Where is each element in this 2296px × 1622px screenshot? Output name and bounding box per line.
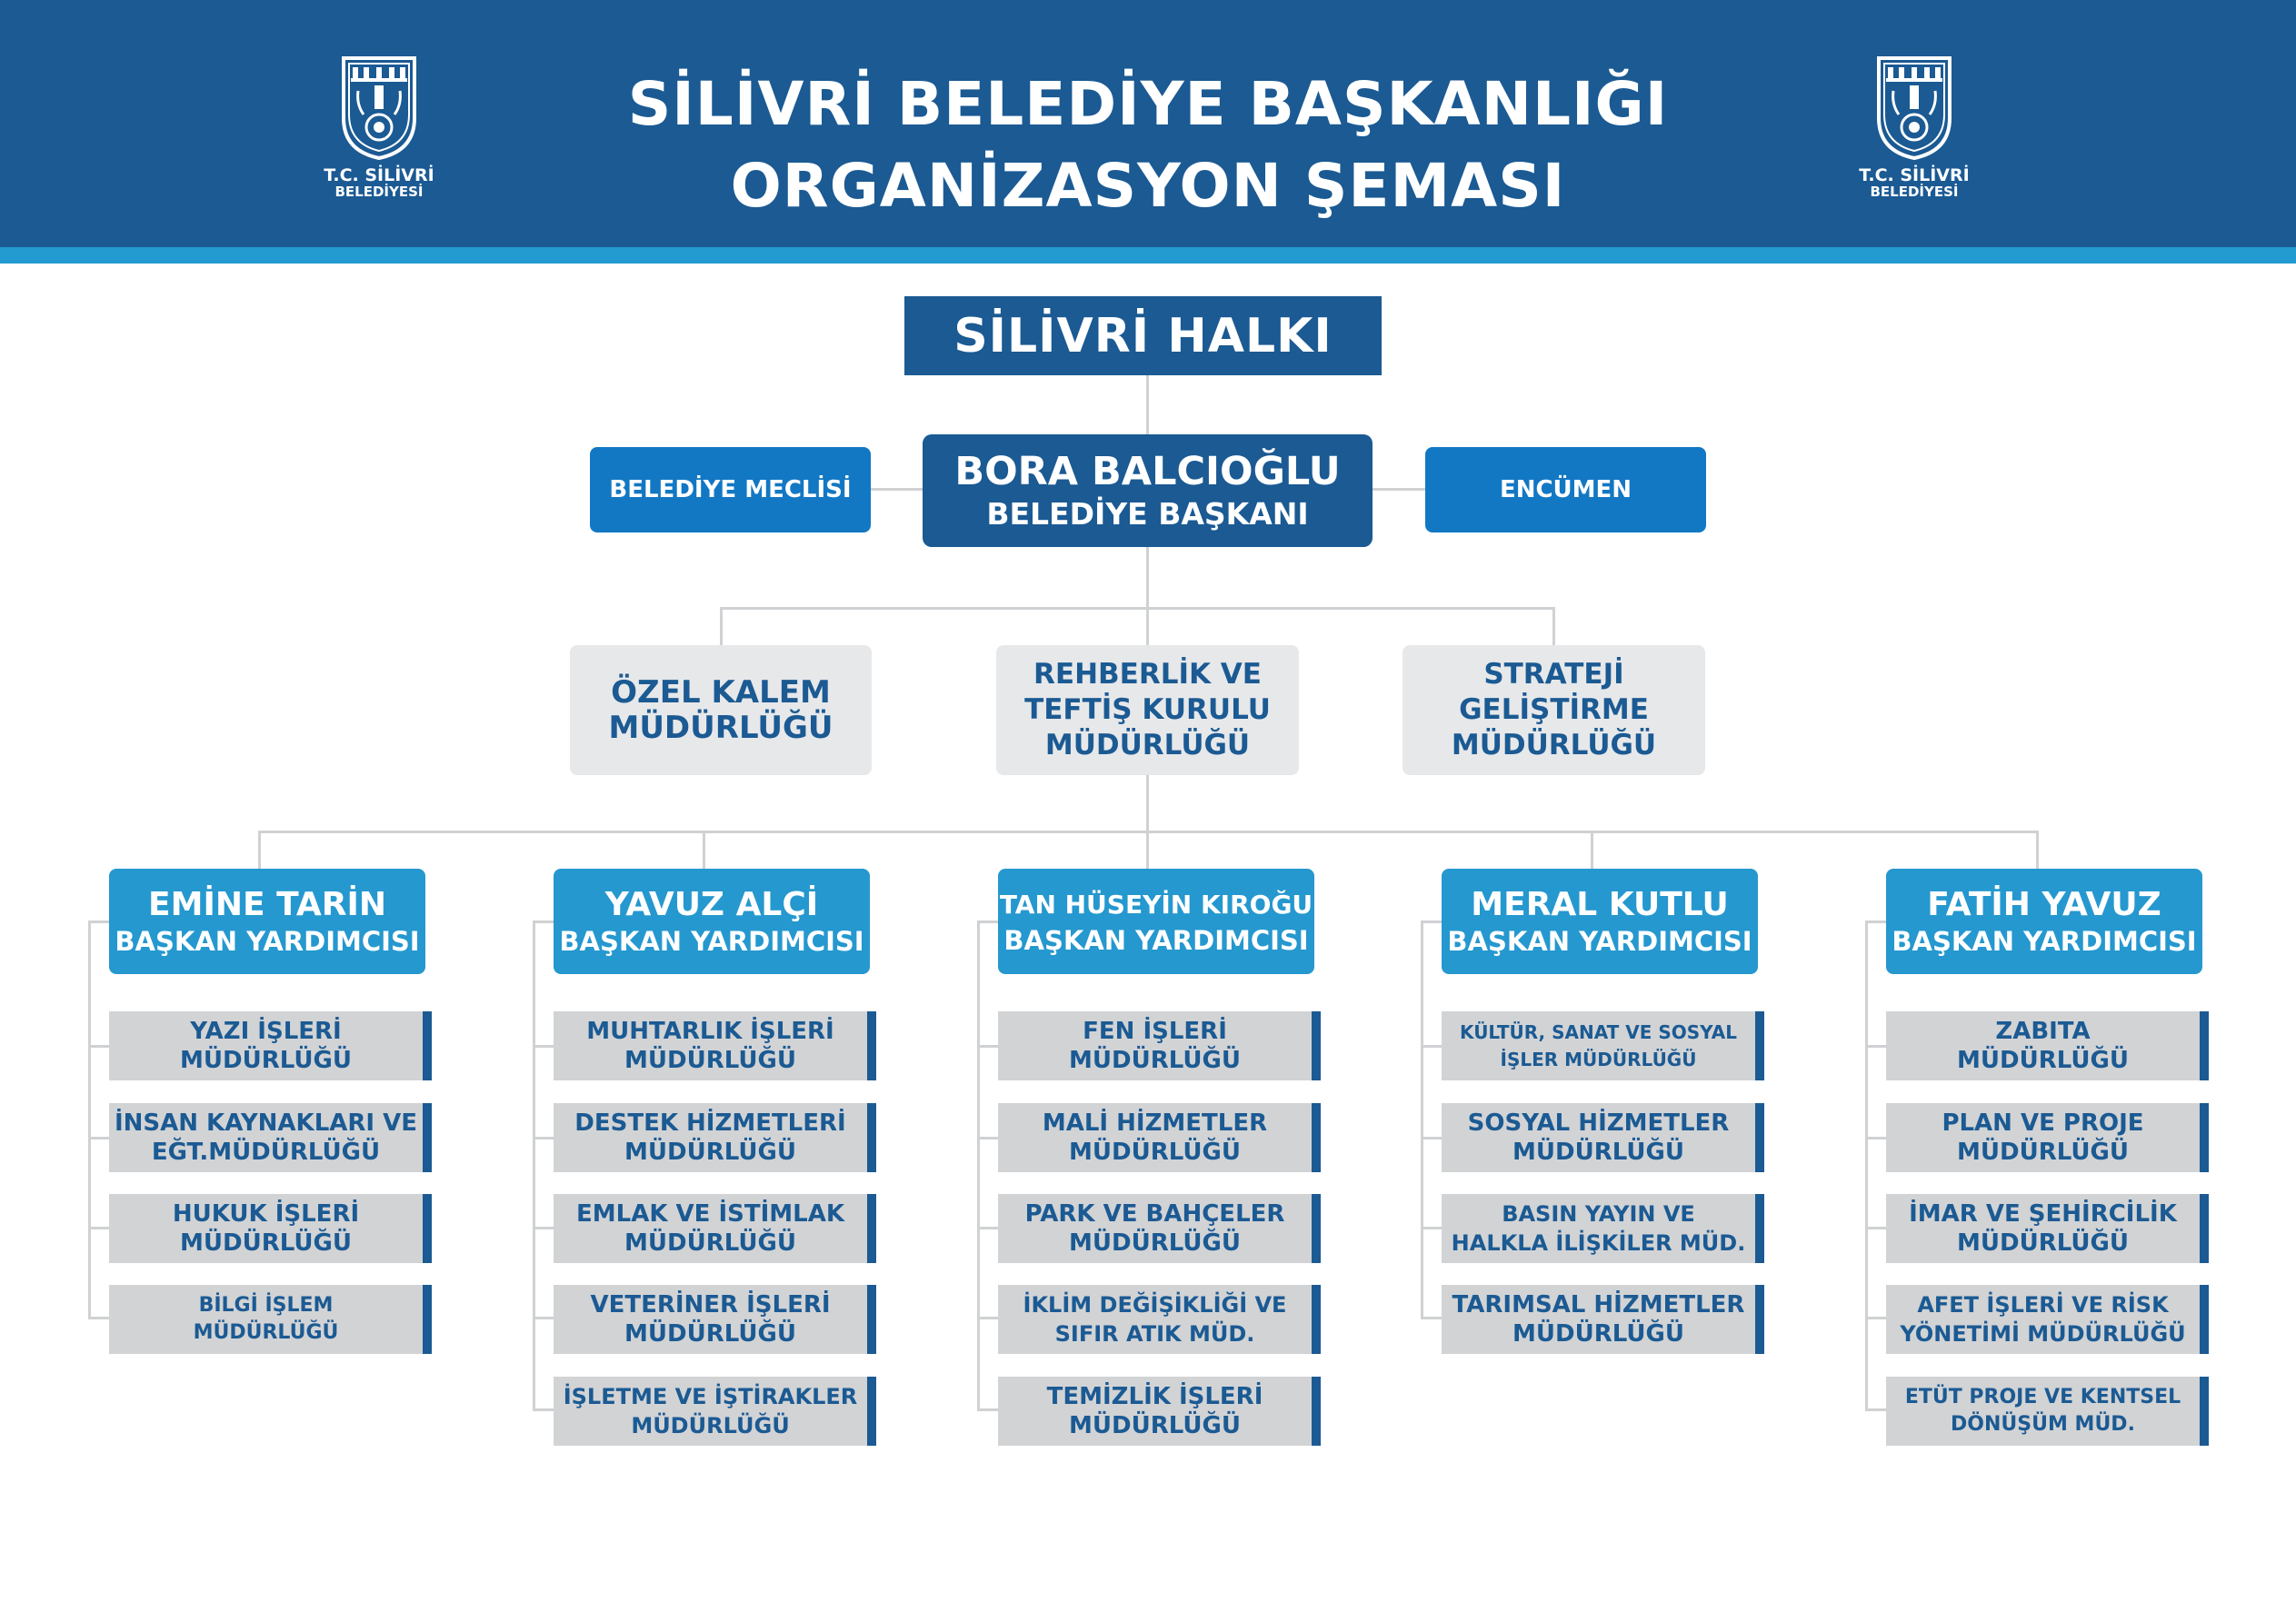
office-box-strategy: [1403, 645, 1705, 775]
department-line: DÖNÜŞÜM MÜD.: [1951, 1413, 2135, 1436]
department-line: TEMİZLİK İŞLERİ: [1046, 1383, 1263, 1410]
office-line: STRATEJİ: [1483, 658, 1624, 691]
department-line: MÜDÜRLÜĞÜ: [1069, 1412, 1241, 1439]
department-line: MÜDÜRLÜĞÜ: [1957, 1139, 2129, 1166]
department-line: PARK VE BAHÇELER: [1024, 1200, 1285, 1228]
deputy-box-1: [109, 869, 425, 974]
department-box: [554, 1285, 876, 1354]
connector-line: [533, 920, 555, 923]
department-line: PLAN VE PROJE: [1942, 1110, 2144, 1137]
department-box: [1886, 1103, 2209, 1172]
council-label: BELEDİYE MECLİSİ: [609, 476, 852, 503]
connector-line: [977, 1137, 1000, 1139]
department-box: [554, 1194, 876, 1263]
deputy-title: BAŞKAN YARDIMCISI: [1003, 925, 1309, 956]
deputy-box-3: [998, 869, 1314, 974]
logo-text-line2: BELEDİYESİ: [334, 184, 424, 200]
office-line: REHBERLİK VE: [1033, 658, 1262, 691]
department-box: [1886, 1011, 2209, 1080]
connector-line: [88, 1045, 111, 1048]
department-box: [1886, 1285, 2209, 1354]
connector-line: [88, 920, 111, 923]
connector-line: [977, 920, 1000, 923]
connector-line: [88, 1227, 111, 1229]
department-line: MÜDÜRLÜĞÜ: [1957, 1047, 2129, 1074]
connector-line: [88, 1317, 111, 1319]
department-line: İŞLETME VE İŞTİRAKLER: [563, 1384, 858, 1409]
connector-line: [977, 1408, 1000, 1411]
department-line: ZABITA: [1995, 1018, 2091, 1045]
deputy-title: BAŞKAN YARDIMCISI: [1892, 926, 2197, 957]
department-line: EMLAK VE İSTİMLAK: [576, 1200, 844, 1228]
connector-line: [88, 1137, 111, 1139]
connector-line: [1421, 1227, 1443, 1229]
department-line: MÜDÜRLÜĞÜ: [1069, 1047, 1241, 1074]
department-box: [1442, 1011, 1764, 1080]
deputy-title: BAŞKAN YARDIMCISI: [1447, 926, 1752, 957]
department-line: ETÜT PROJE VE KENTSEL: [1904, 1386, 2181, 1408]
department-line: MÜDÜRLÜĞÜ: [180, 1047, 352, 1074]
council-box: [590, 447, 871, 532]
connector-line: [1421, 920, 1443, 923]
crest-icon: [338, 55, 420, 162]
deputy-name: YAVUZ ALÇİ: [604, 886, 819, 923]
department-line: MÜDÜRLÜĞÜ: [624, 1047, 796, 1074]
office-line: ÖZEL KALEM: [611, 673, 831, 711]
department-line: AFET İŞLERİ VE RİSK: [1917, 1292, 2169, 1318]
connector-line: [533, 1045, 555, 1048]
title-line2: ORGANİZASYON ŞEMASI: [730, 151, 1566, 221]
connector-line: [1421, 1137, 1443, 1139]
connector-line: [88, 920, 91, 1318]
office-box-private: [570, 645, 872, 775]
department-line: BİLGİ İŞLEM: [198, 1294, 334, 1317]
department-line: MÜDÜRLÜĞÜ: [624, 1139, 796, 1166]
connector-line: [1865, 1227, 1888, 1229]
department-box: [1886, 1377, 2209, 1446]
deputy-name: MERAL KUTLU: [1471, 886, 1729, 923]
department-line: YÖNETİMİ MÜDÜRLÜĞÜ: [1900, 1321, 2186, 1347]
department-line: MALİ HİZMETLER: [1042, 1110, 1268, 1137]
department-box: [1442, 1194, 1764, 1263]
department-box: [998, 1285, 1321, 1354]
department-line: MÜDÜRLÜĞÜ: [1512, 1320, 1684, 1348]
connector-line: [1373, 488, 1425, 491]
connector-line: [720, 607, 1554, 610]
connector-line: [1865, 920, 1868, 1410]
connector-line: [1865, 1045, 1888, 1048]
deputy-title: BAŞKAN YARDIMCISI: [115, 926, 420, 957]
department-line: MÜDÜRLÜĞÜ: [624, 1320, 796, 1348]
department-line: İKLİM DEĞİŞİKLİĞİ VE: [1023, 1292, 1287, 1318]
connector-line: [533, 1227, 555, 1229]
connector-line: [720, 607, 723, 645]
logo-text-line2: BELEDİYESİ: [1870, 184, 1959, 200]
connector-line: [533, 1137, 555, 1139]
logo-right: [1855, 55, 1973, 209]
department-line: İŞLER MÜDÜRLÜĞÜ: [1500, 1049, 1697, 1070]
department-line: MÜDÜRLÜĞÜ: [1957, 1229, 2129, 1257]
department-line: SOSYAL HİZMETLER: [1467, 1110, 1730, 1137]
deputy-name: TAN HÜSEYİN KIROĞU: [999, 890, 1313, 920]
logo-left: [320, 55, 438, 209]
public-box: [904, 296, 1382, 375]
department-line: TARIMSAL HİZMETLER: [1452, 1291, 1745, 1318]
department-box: [1886, 1194, 2209, 1263]
department-line: MÜDÜRLÜĞÜ: [1069, 1139, 1241, 1166]
committee-box: [1425, 447, 1706, 532]
department-box: [998, 1011, 1321, 1080]
department-line: MÜDÜRLÜĞÜ: [1512, 1139, 1684, 1166]
department-line: MÜDÜRLÜĞÜ: [1069, 1229, 1241, 1257]
department-box: [1442, 1285, 1764, 1354]
committee-label: ENCÜMEN: [1499, 476, 1632, 503]
connector-line: [1865, 1317, 1888, 1319]
department-line: FEN İŞLERİ: [1083, 1018, 1227, 1045]
department-line: VETERİNER İŞLERİ: [590, 1291, 831, 1318]
connector-line: [703, 831, 705, 869]
connector-line: [1421, 920, 1423, 1318]
deputy-box-4: [1442, 869, 1758, 974]
deputy-title: BAŞKAN YARDIMCISI: [559, 926, 864, 957]
department-box: [998, 1194, 1321, 1263]
office-line: MÜDÜRLÜĞÜ: [608, 709, 834, 746]
department-line: DESTEK HİZMETLERİ: [574, 1110, 846, 1137]
logo-text-line1: T.C. SİLİVRİ: [324, 165, 434, 185]
connector-line: [1865, 1408, 1888, 1411]
department-line: SIFIR ATIK MÜD.: [1054, 1321, 1255, 1347]
header-stripe: [0, 247, 2296, 264]
connector-line: [1146, 775, 1149, 869]
connector-line: [258, 831, 261, 869]
crest-icon: [1873, 55, 1955, 162]
connector-line: [1146, 547, 1149, 645]
connector-line: [533, 1408, 555, 1411]
office-line: MÜDÜRLÜĞÜ: [1451, 729, 1657, 761]
connector-line: [1552, 607, 1555, 645]
connector-line: [977, 1317, 1000, 1319]
department-box: [109, 1285, 432, 1354]
connector-line: [533, 920, 535, 1410]
department-box: [109, 1194, 432, 1263]
mayor-box: [923, 434, 1373, 547]
department-box: [554, 1103, 876, 1172]
title-line1: SİLİVRİ BELEDİYE BAŞKANLIĞI: [627, 69, 1669, 139]
office-line: TEFTİŞ KURULU: [1024, 693, 1271, 726]
department-line: BASIN YAYIN VE: [1502, 1201, 1695, 1227]
connector-line: [1865, 1137, 1888, 1139]
deputy-box-5: [1886, 869, 2202, 974]
connector-line: [1421, 1317, 1443, 1319]
department-line: HALKLA İLİŞKİLER MÜD.: [1451, 1230, 1746, 1256]
page-title: [454, 64, 1842, 227]
department-box: [1442, 1103, 1764, 1172]
mayor-title: BELEDİYE BAŞKANI: [986, 496, 1309, 532]
department-box: [554, 1377, 876, 1446]
department-box: [109, 1011, 432, 1080]
deputy-name: FATİH YAVUZ: [1927, 886, 2161, 923]
department-line: KÜLTÜR, SANAT VE SOSYAL: [1460, 1021, 1737, 1043]
connector-line: [871, 488, 923, 491]
department-line: YAZI İŞLERİ: [190, 1018, 342, 1045]
connector-line: [1865, 920, 1888, 923]
department-line: İNSAN KAYNAKLARI VE: [114, 1110, 418, 1137]
department-box: [998, 1377, 1321, 1446]
department-line: MÜDÜRLÜĞÜ: [193, 1321, 339, 1344]
department-box: [109, 1103, 432, 1172]
public-label: SİLİVRİ HALKI: [953, 308, 1333, 363]
department-line: MÜDÜRLÜĞÜ: [624, 1229, 796, 1257]
department-box: [554, 1011, 876, 1080]
office-line: MÜDÜRLÜĞÜ: [1044, 729, 1251, 761]
department-line: MUHTARLIK İŞLERİ: [586, 1018, 834, 1045]
connector-line: [533, 1317, 555, 1319]
mayor-name: BORA BALCIOĞLU: [954, 449, 1341, 494]
office-box-inspection: [996, 645, 1299, 775]
connector-line: [1421, 1045, 1443, 1048]
department-line: EĞT.MÜDÜRLÜĞÜ: [151, 1139, 381, 1166]
department-line: MÜDÜRLÜĞÜ: [180, 1229, 352, 1257]
connector-line: [258, 831, 2038, 833]
connector-line: [977, 1045, 1000, 1048]
deputy-box-2: [554, 869, 870, 974]
connector-line: [1146, 375, 1149, 434]
office-line: GELİŞTİRME: [1459, 693, 1649, 726]
department-box: [998, 1103, 1321, 1172]
department-line: İMAR VE ŞEHİRCİLİK: [1909, 1200, 2177, 1228]
connector-line: [2036, 831, 2039, 869]
logo-text-line1: T.C. SİLİVRİ: [1859, 165, 1970, 185]
connector-line: [977, 1227, 1000, 1229]
connector-line: [977, 920, 980, 1410]
department-line: HUKUK İŞLERİ: [172, 1200, 360, 1228]
department-line: MÜDÜRLÜĞÜ: [631, 1413, 790, 1438]
deputy-name: EMİNE TARİN: [148, 886, 386, 923]
connector-line: [1591, 831, 1593, 869]
